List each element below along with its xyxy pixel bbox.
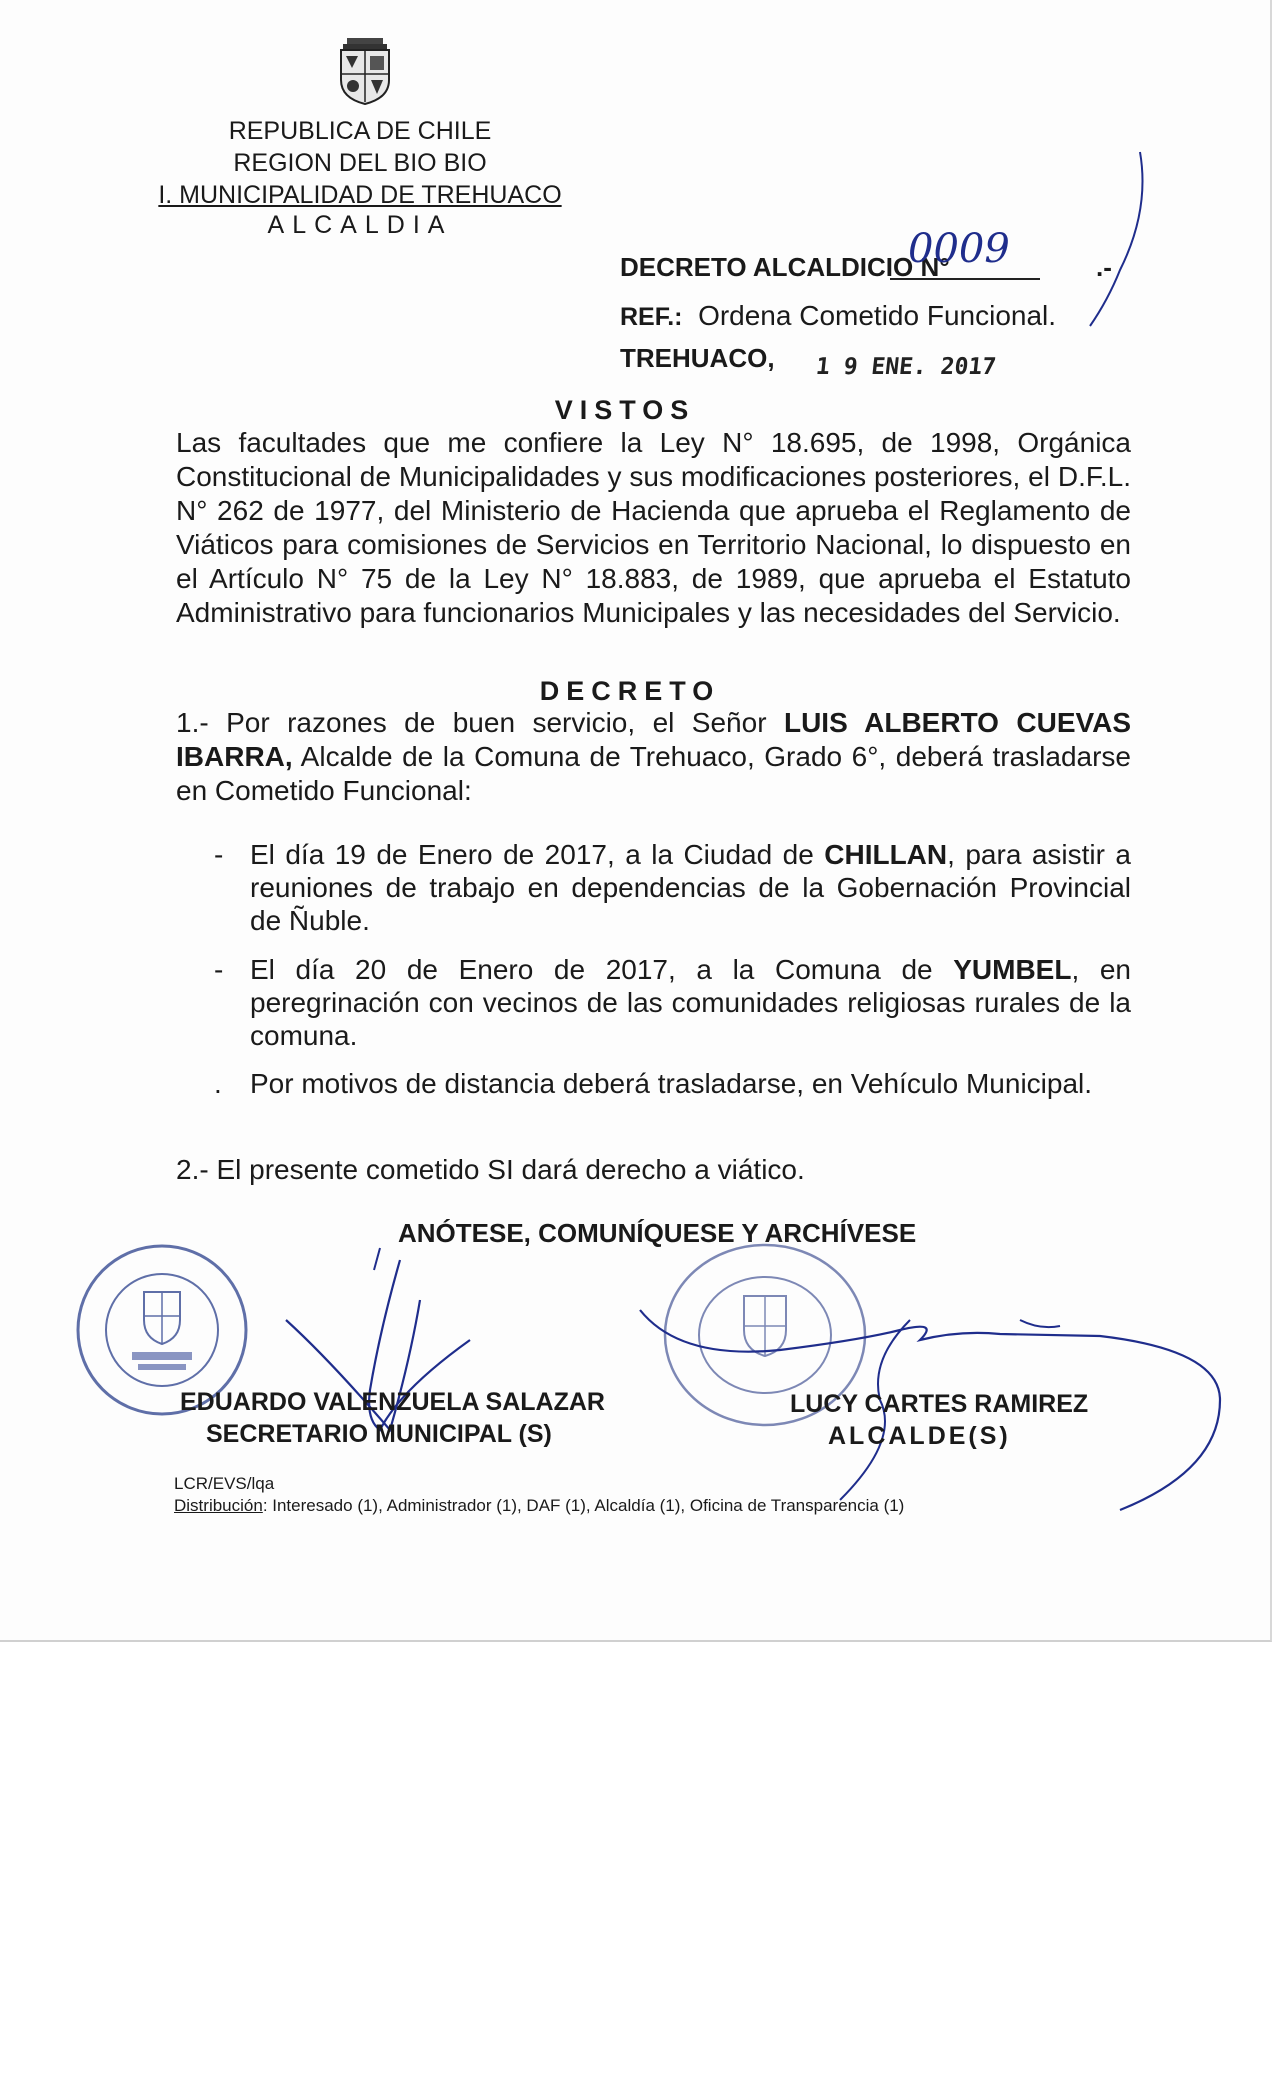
bullet2-text-a: El día 20 de Enero de 2017, a la Comuna de — [250, 954, 954, 985]
list-item-text: Por motivos de distancia deberá trasladarse, en Vehículo Municipal. — [250, 1068, 1093, 1099]
list-item — [214, 953, 1131, 1052]
vistos-text: Las facultades que me confiere la Ley N° 18.695, de 1998, Orgánica Constitucional de Municipalidades y sus modificaciones posteriores, el D.F.L. N° 262 de 1977, del Ministerio de Hacienda que aprueba el Reglamento de Viáticos para comisiones de Servicios en Territorio Nacional, lo dispuesto en el Artículo N° 75 de la Ley N° 18.883, de 1989, que aprueba el Estatuto Administrativo para funcionarios Municipales y las necesidades del Servicio. — [176, 427, 1131, 628]
bullet1-text-b: , para asistir a reuniones de trabajo en dependencias de la Gobernación Provincial de Ñuble. — [250, 839, 1131, 936]
distribution-text: : Interesado (1), Administrador (1), DAF (1), Alcaldía (1), Oficina de Transparencia (1) — [262, 1496, 905, 1515]
decree-number-label: DECRETO ALCALDICIO N° — [620, 252, 950, 282]
article-1-name: LUIS ALBERTO CUEVAS IBARRA, — [176, 707, 1132, 772]
secretary-role: SECRETARIO MUNICIPAL (S) — [206, 1420, 552, 1448]
list-item-text — [250, 953, 1131, 1052]
city-label: TREHUACO, — [620, 343, 775, 373]
header-office: ALCALDIA — [267, 211, 453, 239]
reference-text: Ordena Cometido Funcional. — [698, 300, 1057, 331]
bullet1-city: CHILLAN — [824, 839, 948, 870]
mayor-name: LUCY CARTES RAMIREZ — [790, 1390, 1089, 1418]
closing-formula: ANÓTESE, COMUNÍQUESE Y ARCHÍVESE — [398, 1218, 917, 1248]
bullet-mark: - — [214, 839, 224, 870]
list-item-text — [250, 838, 1131, 937]
municipal-crest-icon — [333, 36, 397, 106]
distribution-list — [174, 1496, 904, 1516]
mayor-role: ALCALDE(S) — [828, 1422, 1011, 1450]
article-1-start: 1.- Por razones de buen servicio, el Señor — [176, 707, 784, 738]
distribution-label: Distribución — [174, 1496, 263, 1515]
reference-label: REF.: — [620, 303, 683, 331]
secretary-name: EDUARDO VALENZUELA SALAZAR — [180, 1388, 605, 1416]
list-item — [214, 1067, 1131, 1100]
date-stamp: 1 9 ENE. 2017 — [814, 354, 998, 380]
decreto-heading: DECRETO — [539, 676, 721, 706]
bullet2-text-b: , en peregrinación con vecinos de las comunidades religiosas rurales de la comuna. — [250, 954, 1131, 1051]
reference — [620, 300, 1056, 332]
slash-mark-icon — [1080, 150, 1160, 330]
reference-initials: LCR/EVS/lqa — [174, 1474, 275, 1493]
bullet-mark: - — [214, 954, 224, 985]
article-1 — [176, 706, 1131, 808]
header-country: REPUBLICA DE CHILE — [228, 117, 492, 145]
article-2: 2.- El presente cometido SI dará derecho a viático. — [176, 1154, 805, 1185]
vistos-heading: VISTOS — [554, 395, 696, 425]
decree-number-suffix: .- — [1096, 252, 1112, 282]
decree-number-handwritten: 0009 — [908, 226, 1010, 272]
list-item — [214, 838, 1131, 937]
bullet1-text-a: El día 19 de Enero de 2017, a la Ciudad de — [250, 839, 825, 870]
article-1-end: Alcalde de la Comuna de Trehuaco, Grado 6°, deberá trasladarse en Cometido Funcional: — [176, 741, 1131, 806]
bullet-mark: . — [214, 1068, 222, 1099]
header-region: REGION DEL BIO BIO — [233, 149, 487, 177]
header-municipality: I. MUNICIPALIDAD DE TREHUACO — [158, 181, 562, 209]
bullet2-city: YUMBEL — [953, 954, 1072, 985]
